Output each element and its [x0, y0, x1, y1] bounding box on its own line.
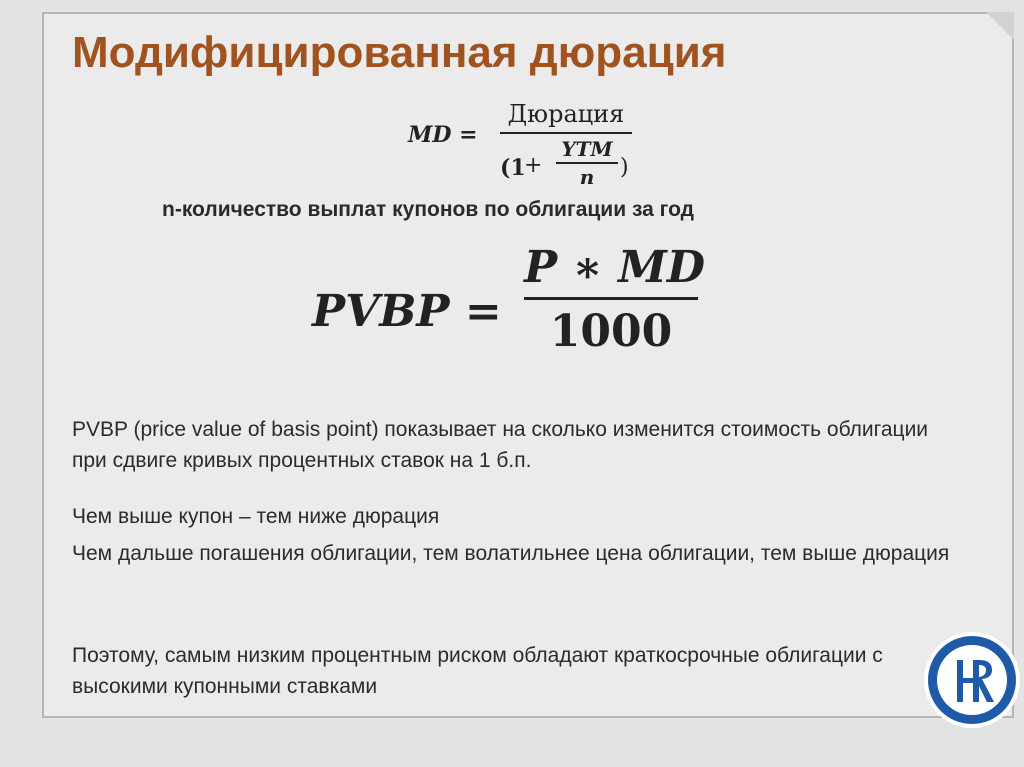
pvbp-denominator: 1000 — [549, 306, 673, 357]
md-den-plus: + — [524, 153, 543, 178]
slide-title: Модифицированная дюрация — [72, 28, 727, 77]
ytm-denominator: n — [579, 165, 595, 189]
md-denominator — [500, 137, 632, 197]
n-definition: n-количество выплат купонов по облигации за год — [162, 198, 694, 221]
pvbp-numerator: P ∗ MD — [524, 242, 705, 293]
pvbp-explanation: PVBP (price value of basis point) показывает на сколько изменится стоимость облигации при сдвиге кривых процентных ставок на 1 б.п. — [72, 418, 929, 472]
md-fraction-bar — [500, 132, 632, 134]
md-den-open: (1 — [500, 155, 526, 181]
pvbp-lhs: PVBP = — [312, 286, 502, 337]
ytm-numerator: YTM — [561, 137, 613, 161]
md-numerator: Дюрация — [507, 100, 625, 128]
md-lhs: MD = — [408, 122, 478, 148]
page-corner — [986, 12, 1014, 40]
md-den-close: ) — [620, 155, 629, 180]
md-fraction — [500, 100, 632, 197]
coupon-duration-note: Чем выше купон – тем ниже дюрация — [72, 505, 440, 528]
hse-logo-icon — [922, 630, 1022, 730]
conclusion-note: Поэтому, самым низким процентным риском обладают краткосрочные облигации с высокими купонными ставками — [72, 644, 883, 698]
pvbp-fraction-bar — [524, 297, 698, 300]
ytm-fraction — [556, 137, 618, 189]
pvbp-formula — [312, 242, 712, 372]
pvbp-fraction — [524, 242, 705, 357]
ytm-bar — [556, 162, 618, 164]
maturity-duration-note: Чем дальше погашения облигации, тем волатильнее цена облигации, тем выше дюрация — [72, 542, 950, 565]
